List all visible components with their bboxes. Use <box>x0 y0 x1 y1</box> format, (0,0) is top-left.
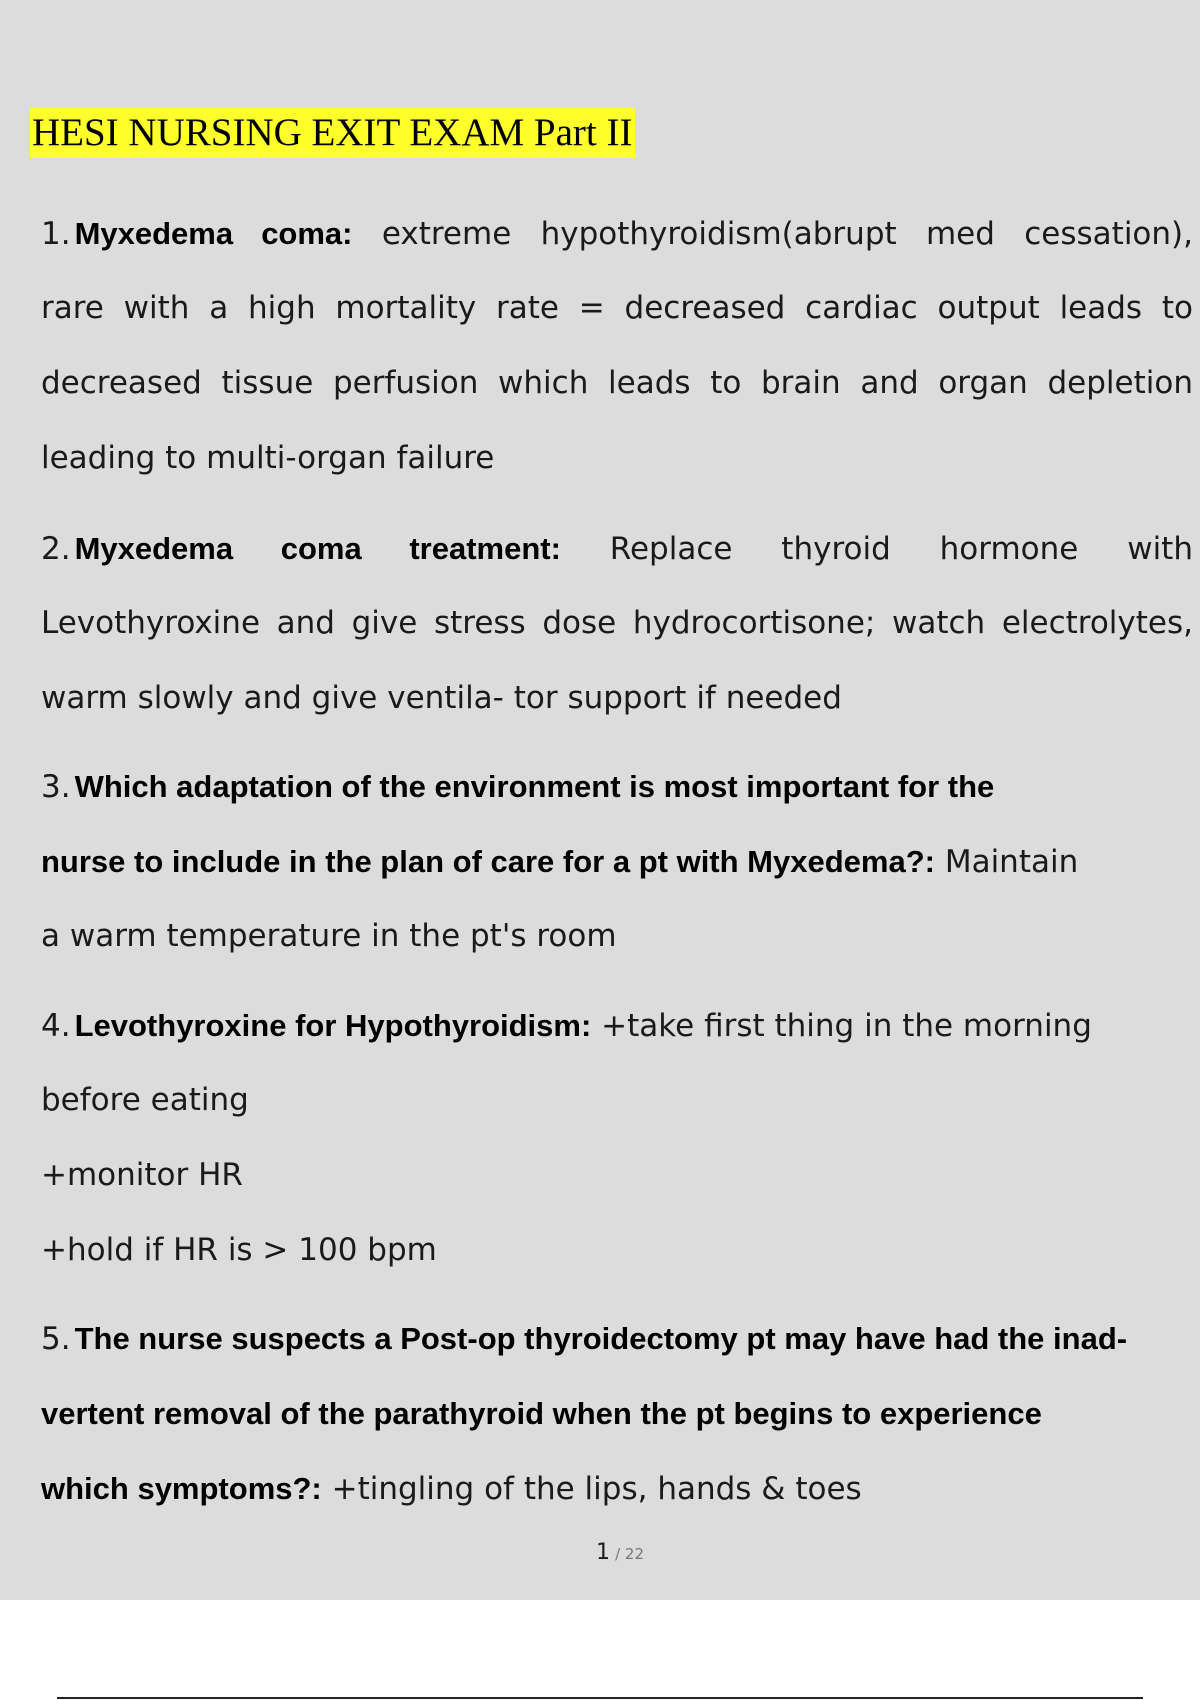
qa-line <box>41 824 1193 899</box>
qa-line <box>41 271 1193 346</box>
qa-line <box>41 1138 1193 1213</box>
qa-line <box>41 749 1193 824</box>
question-text: Which adaptation of the environment is most important for the <box>74 769 995 804</box>
qa-item-2 <box>41 511 1193 736</box>
question-text: which symptoms?: <box>41 1471 322 1506</box>
answer-text: Levothyroxine and give stress dose hydrocortisone; watch electrolytes, <box>41 605 1193 641</box>
qa-item-1 <box>41 196 1193 496</box>
answer-text: +hold if HR is > 100 bpm <box>41 1232 437 1268</box>
qa-line <box>41 1376 1193 1451</box>
qa-item-4 <box>41 988 1193 1288</box>
answer-text: a warm temperature in the pt's room <box>41 918 617 954</box>
answer-text: Maintain <box>934 844 1079 880</box>
answer-text: extreme hypothyroidism(abrupt med cessation), <box>352 216 1193 252</box>
qa-line <box>41 661 1193 736</box>
qa-line <box>41 421 1193 496</box>
item-number: 3. <box>41 769 71 805</box>
qa-line <box>41 988 1193 1063</box>
qa-line <box>41 899 1193 974</box>
item-number: 4. <box>41 1008 71 1044</box>
qa-line <box>41 1063 1193 1138</box>
qa-item-3 <box>41 749 1193 974</box>
answer-text: leading to multi-organ failure <box>41 440 495 476</box>
answer-text: decreased tissue perfusion which leads to brain and organ depletion <box>41 365 1193 401</box>
answer-text: +tingling of the lips, hands & toes <box>321 1471 862 1507</box>
qa-line <box>41 1213 1193 1288</box>
answer-text: +monitor HR <box>41 1157 243 1193</box>
qa-item-5 <box>41 1301 1193 1526</box>
question-text: Myxedema coma: <box>74 216 353 251</box>
title-container <box>30 108 635 158</box>
qa-line <box>41 1301 1193 1376</box>
qa-line <box>41 1451 1193 1526</box>
question-text: Levothyroxine for Hypothyroidism: <box>74 1008 592 1043</box>
qa-line <box>41 586 1193 661</box>
answer-text: Replace thyroid hormone with <box>560 531 1193 567</box>
question-text: The nurse suspects a Post-op thyroidectomy pt may have had the inad- <box>74 1321 1128 1356</box>
question-text: nurse to include in the plan of care for a pt with Myxedema?: <box>41 844 935 879</box>
qa-line <box>41 346 1193 421</box>
item-number: 1. <box>41 216 71 252</box>
answer-text: +take first thing in the morning <box>591 1008 1092 1044</box>
footer-divider <box>57 1697 1143 1699</box>
answer-text: before eating <box>41 1082 249 1118</box>
page-current: 1 <box>595 1540 610 1565</box>
answer-text: warm slowly and give ventila- tor support if needed <box>41 680 842 716</box>
answer-text: rare with a high mortality rate = decreased cardiac output leads to <box>41 290 1193 326</box>
qa-line <box>41 511 1193 586</box>
question-text: Myxedema coma treatment: <box>74 531 561 566</box>
page-indicator <box>0 1540 1200 1565</box>
item-number: 5. <box>41 1321 71 1357</box>
qa-line <box>41 196 1193 271</box>
page-total: / 22 <box>615 1545 644 1563</box>
item-number: 2. <box>41 531 71 567</box>
document-title: HESI NURSING EXIT EXAM Part II <box>30 108 635 158</box>
question-text: vertent removal of the parathyroid when the pt begins to experience <box>41 1396 1042 1431</box>
